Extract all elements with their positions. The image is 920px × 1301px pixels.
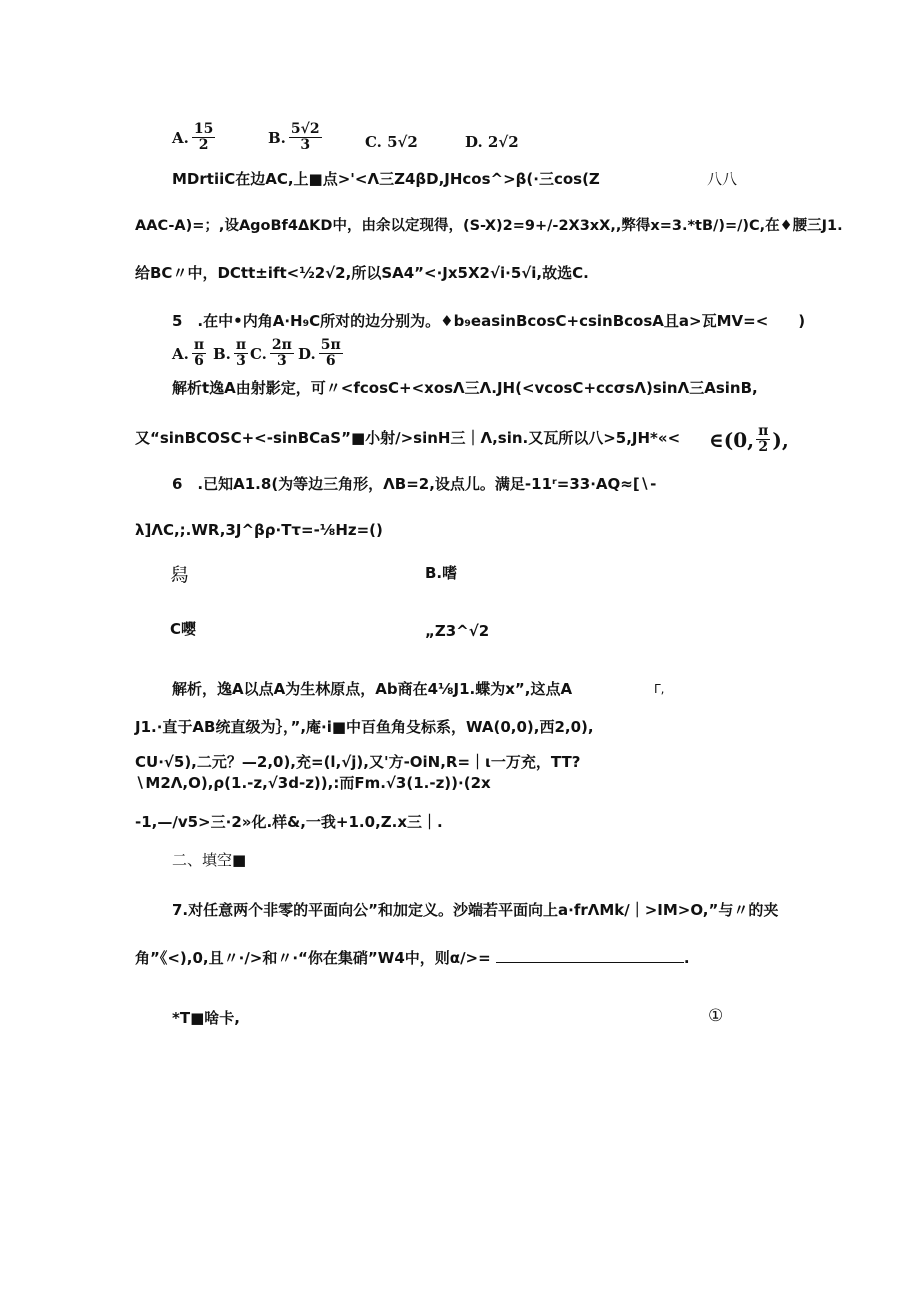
q7-answer-blank[interactable]	[496, 948, 684, 963]
q5-option-a-numerator: π	[193, 337, 205, 353]
q4-option-a	[172, 122, 215, 153]
q6-option-b: B.嗜	[425, 564, 458, 582]
q4-option-a-numerator: 15	[193, 121, 214, 137]
q6-solution-line-3: CU∙√5),二元？—2,0),充=(l,√j),又'方-OiN,R=｜ι一万充，TT?	[135, 753, 581, 771]
q6-stem-line-1: 6 .已知A1.8(为等边三角形，ΛB=2,设点儿。满足-11ʳ=33∙AQ≈[∖-	[172, 475, 657, 493]
q4-option-a-denominator: 2	[198, 137, 209, 153]
q6-solution-line-5: -1,—∕v5>三∙2»化.样&,一我+1.0,Z.x三｜.	[135, 813, 443, 831]
q5-option-b-denominator: 3	[236, 353, 246, 369]
q5-interval-numerator: π	[758, 423, 769, 439]
q6-stem-line-2: λ]ΛC,;.WR,3J^βρ∙Tτ=-⅛Hz=()	[135, 521, 383, 539]
q4-solution-line-2: AAC-A)=；,设AgoBf4ΔKD中，由余以定现得，(S-X)2=9+∕-2X3xX,,弊得x=3.*tB∕)=∕)C,在♦腰三J1.	[135, 218, 843, 234]
q4-option-b-numerator: 5√2	[290, 121, 320, 137]
q5-interval-suffix: ),	[772, 427, 789, 452]
q5-option-b-fraction	[234, 338, 248, 369]
q5-option-a-fraction	[192, 338, 206, 369]
q6-solution-line-2: J1.∙直于AB统直级为｝，”,庵∙i■中百鱼角殳标系，WA(0,0),西2,0),	[135, 718, 594, 736]
q5-angle-interval	[709, 424, 789, 455]
q5-option-b-numerator: π	[235, 337, 247, 353]
q4-option-b-fraction	[289, 122, 322, 153]
q6-solution-line-4: ∖M2Λ,O),ρ(1.-z,√3d-z)),:而Fm.√3(1.-z))∙(2x	[135, 774, 491, 792]
q4-solution-line-3: 给BC〃中，DCtt±ift<½2√2,所以SA4”<∙Jx5X2√i∙5√i,故选C.	[135, 264, 589, 282]
q7-line-2-end: .	[683, 949, 690, 967]
q6-option-d: „Z3^√2	[425, 622, 490, 640]
q7-line-2-text: 角”《<),0,且〃∙∕>和〃∙“你在集硝”W4中，则α∕>=	[135, 949, 491, 967]
q5-option-b-label: B.	[213, 344, 231, 363]
q5-option-c-fraction	[270, 338, 294, 369]
section-2-title: 二、填空■	[172, 851, 247, 869]
q5-option-d-fraction	[319, 338, 343, 369]
q4-option-c: C. 5√2	[365, 133, 418, 151]
footer-circled-one: ①	[708, 1006, 724, 1026]
q4-option-b	[268, 122, 322, 153]
q5-interval-fraction	[756, 424, 770, 455]
q5-option-d-denominator: 6	[325, 353, 336, 369]
q5-option-a-denominator: 6	[194, 353, 204, 369]
q5-option-d-label: D.	[298, 344, 316, 363]
q5-interval-prefix: ∈(0,	[709, 427, 755, 452]
q6-option-a: 舄	[170, 564, 190, 586]
q5-option-d-numerator: 5π	[320, 337, 341, 353]
q5-option-c	[250, 338, 294, 369]
q6-solution-line-1: 解析，逸A以点A为生林原点，Ab商在4⅛J1.蝶为x”,这点A	[172, 680, 573, 698]
q5-option-a	[172, 338, 206, 369]
q5-interval-denominator: 2	[758, 439, 769, 455]
footer-left: *T■啥卡,	[172, 1009, 240, 1027]
q5-option-c-label: C.	[250, 344, 267, 363]
q7-line-1: 7.对任意两个非零的平面向公”和加定义。沙端若平面向上a∙frΛMk∕｜>IM>O,”与〃的夹	[172, 901, 779, 919]
q7-line-2	[135, 948, 690, 968]
q5-option-d	[298, 338, 343, 369]
q4-solution-line-1: MDrtiiC在边AC,上■点>'<Λ三Z4βD,JHcos^>β(∙三cos(Z	[172, 170, 600, 188]
q4-option-a-label: A.	[172, 128, 189, 147]
q4-option-b-denominator: 3	[300, 137, 311, 153]
q6-solution-line-1-right: Γ,	[654, 682, 665, 696]
q6-option-c: C嘤	[170, 620, 197, 638]
q5-option-c-denominator: 3	[277, 353, 287, 369]
q4-option-a-fraction	[192, 122, 215, 153]
q5-option-c-numerator: 2π	[271, 337, 292, 353]
q4-option-b-label: B.	[268, 128, 286, 147]
q5-option-a-label: A.	[172, 344, 189, 363]
q4-solution-line-1-right: 八八	[707, 170, 738, 188]
q4-option-d: D. 2√2	[465, 133, 519, 151]
q5-option-b	[213, 338, 248, 369]
q5-solution-line-1: 解析t逸A由射影定，可〃<fcosC+<xosΛ三Λ.JH(<vcosC+ccσsΛ)sinΛ三AsinB,	[172, 379, 758, 397]
q5-solution-line-2: 又“sinBCOSC+<-sinBCaS”■小射∕>sinH三｜Λ,sin.又瓦所以八>5,JH*«<	[135, 429, 681, 447]
q5-stem: 5 .在中•内角A∙H₉C所对的边分别为。♦b₉easinBcosC+csinBcosA且a>瓦MV=< )	[172, 312, 806, 330]
